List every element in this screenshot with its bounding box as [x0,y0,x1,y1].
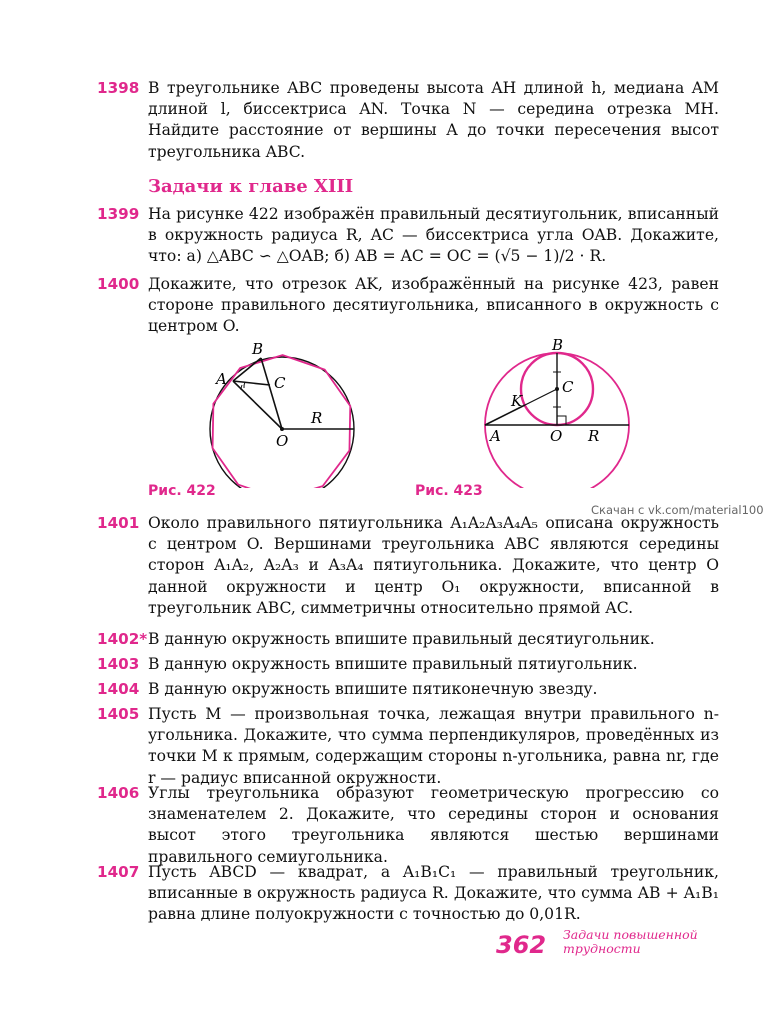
label-C: C [274,374,286,392]
problem-1402 [97,629,719,650]
segment-AB [233,358,261,381]
figure-423-caption: Рис. 423 [415,483,483,499]
problem-number: 1401 [97,514,140,532]
problem-number: 1400 [97,275,140,293]
segment-AC [233,381,270,385]
problem-text: В данную окружность впишите правильный пятиугольник. [148,655,638,673]
decagon [200,341,370,488]
label-A: A [216,370,227,388]
label-R: R [588,427,600,445]
problem-1405 [97,704,719,789]
figure-422 [200,338,375,488]
figure-423 [478,338,638,488]
angle-arc [244,382,245,388]
problem-text: В данную окружность впишите правильный десятиугольник. [148,630,655,648]
segment-KC [525,389,557,405]
label-B: B [252,340,264,358]
problem-number: 1405 [97,705,140,723]
watermark: Скачан с vk.com/material100 [591,503,764,517]
figure-422-caption: Рис. 422 [148,483,216,499]
problem-1403 [97,654,719,675]
label-B: B [552,338,564,354]
point-O [280,427,284,431]
problem-number: 1407 [97,863,140,881]
problem-1407 [97,862,719,926]
page-number: 362 [496,931,547,959]
label-O: O [550,427,563,445]
problem-text: Докажите, что отрезок AK, изображённый на рисунке 423, равен стороне правильного десятиугольника, вписанного в окружность с центром O. [148,275,719,336]
point-C [555,387,559,391]
problem-text: Пусть ABCD — квадрат, а A₁B₁C₁ — правильный треугольник, вписанные в окружность радиуса R. Докажите, что сумма AB + A₁B₁ равна длине полуокружности с точностью до 0,01R. [148,863,719,924]
problem-number: 1398 [97,79,140,97]
problem-number: 1403 [97,655,140,673]
problem-text: Углы треугольника образуют геометрическую прогрессию со знаменателем 2. Докажите, что середины сторон и основания высот этого треугольника являются шестью вершинами правильного семиугольника. [148,784,719,866]
label-C: C [562,378,574,396]
problem-text: В данную окружность впишите пятиконечную звезду. [148,680,598,698]
problem-text: Пусть M — произвольная точка, лежащая внутри правильного n-угольника. Докажите, что сумма перпендикуляров, проведённых из точки M к прямым, содержащим стороны n-угольника, равна nr, где r — радиус вписанной окружности. [148,705,719,787]
problem-number: 1404 [97,680,140,698]
problem-1400 [97,274,719,338]
chapter-title: Задачи к главе XIII [148,176,354,197]
label-A: A [490,427,501,445]
problem-text: На рисунке 422 изображён правильный десятиугольник, вписанный в окружность радиуса R, AC — биссектриса угла OAB. Докажите, что: а) △ABC ∽ △OAB; б) AB = AC = OC = (√5 − 1)/2 · R. [148,205,719,266]
problem-text: В треугольнике ABC проведены высота AH длиной h, медиана AM длиной l, биссектриса AN. Точка N — середина отрезка MH. Найдите расстояние от вершины A до точки пересечения высот треугольника ABC. [148,79,719,161]
problem-1398 [97,78,719,163]
problem-1401 [97,513,719,619]
problem-1399 [97,204,719,268]
problem-1404 [97,679,719,700]
problem-number: 1402* [97,630,148,648]
problem-1406 [97,783,719,868]
problem-text: Около правильного пятиугольника A₁A₂A₃A₄A₅ описана окружность с центром O. Вершинами треугольника ABC являются середины сторон A₁A₂, A₂A₃ и A₃A₄ пятиугольника. Докажите, что центр O данной окружности и центр O₁ окружности, вписанной в треугольник ABC, симметричны относительно прямой AC. [148,514,719,617]
label-R: R [311,409,323,427]
section-label: Задачи повышенной трудности [563,927,698,956]
problem-number: 1406 [97,784,140,802]
label-K: K [511,392,523,410]
problem-number: 1399 [97,205,140,223]
label-O: O [276,432,289,450]
